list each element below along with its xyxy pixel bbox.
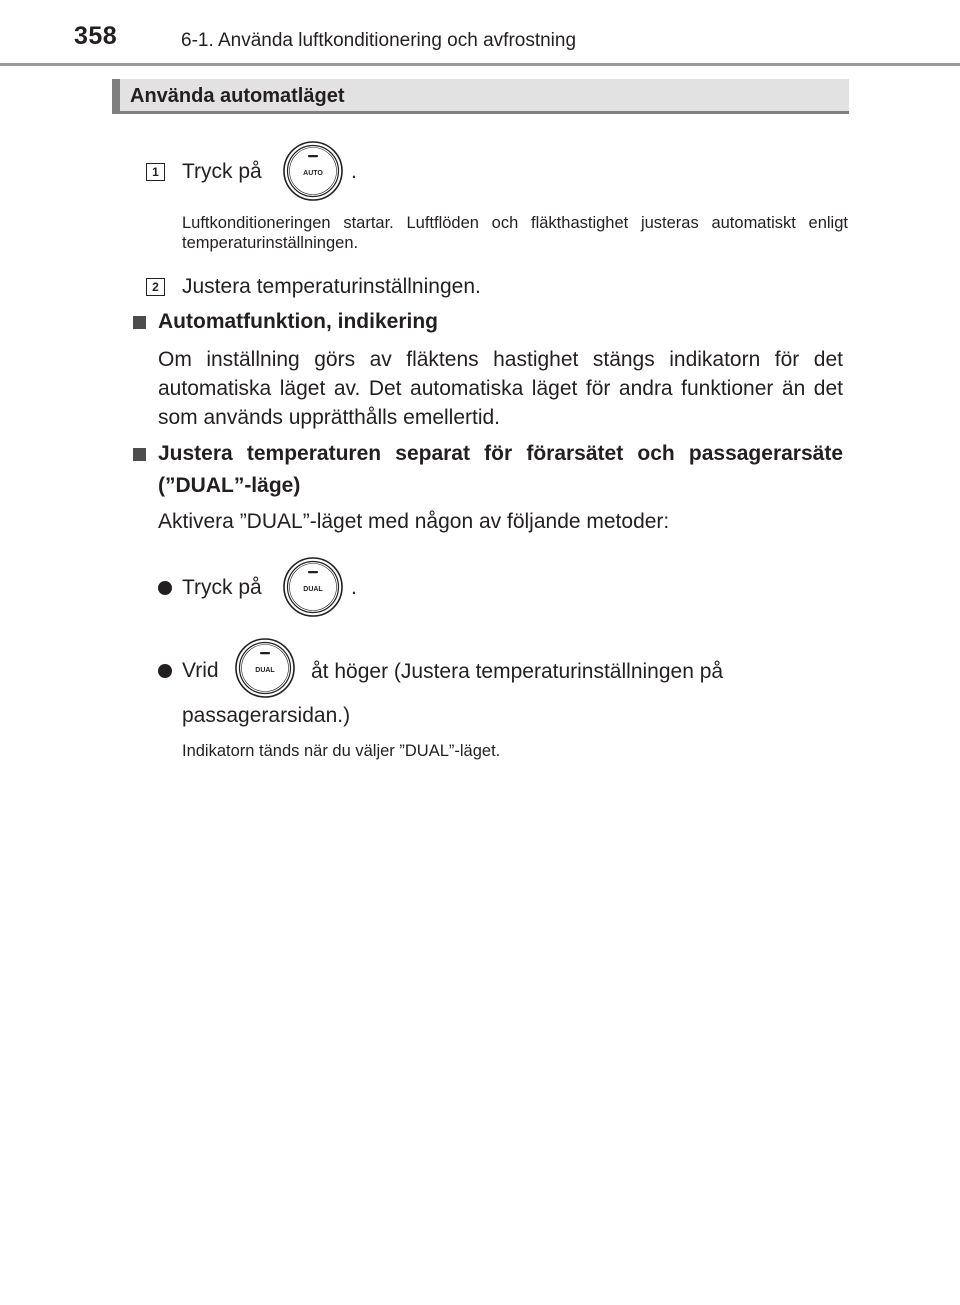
dual-bullet-1-text: Tryck på [182, 576, 262, 599]
subsection-heading-auto-indication: Automatfunktion, indikering [158, 310, 438, 333]
dual-button-label: DUAL [303, 586, 323, 593]
step-number-1: 1 [146, 163, 165, 181]
section-heading-box [112, 79, 849, 114]
step-number-2: 2 [146, 278, 165, 296]
dual-note: Indikatorn tänds när du väljer ”DUAL”-läget. [182, 742, 501, 760]
round-bullet-icon [158, 581, 172, 595]
step-2-text: Justera temperaturinställningen. [182, 275, 481, 298]
square-bullet-icon [133, 448, 146, 461]
subsection-body-auto-indication: Om inställning görs av fläktens hastighet stängs indikatorn för det automatiska läget av. Det automatiska läget för andra funktioner än det som används upprätthålls emellertid. [158, 348, 843, 429]
section-title: Använda automatläget [130, 85, 345, 107]
subsection-body-dual-mode: Aktivera ”DUAL”-läget med någon av följande metoder: [158, 510, 670, 533]
step-1-period: . [351, 160, 357, 183]
header-divider [0, 63, 960, 66]
dual-bullet-2-tail: åt höger (Justera temperaturinställningen på passagerarsidan.) [182, 660, 724, 727]
section-heading-bar [112, 79, 120, 111]
dual-bullet-2-text: Vrid [182, 659, 219, 682]
dual-bullet-2-continuation [182, 650, 846, 738]
chapter-title: 6-1. Använda luftkonditionering och avfrostning [181, 30, 577, 51]
dual-button-icon [282, 556, 344, 618]
step-1-note: Luftkonditioneringen startar. Luftflöden och fläkthastighet justeras automatiskt enligt temperaturinställningen. [182, 214, 848, 252]
auto-button-label: AUTO [303, 170, 323, 177]
page-number: 358 [74, 22, 118, 50]
dual-knob-label: DUAL [255, 667, 275, 674]
round-bullet-icon [158, 664, 172, 678]
auto-button-icon [282, 140, 344, 202]
dual-bullet-1-period: . [351, 576, 357, 599]
step-1-text: Tryck på [182, 160, 262, 183]
subsection-heading-dual-mode: Justera temperaturen separat för förarsätet och passagerarsäte (”DUAL”-läge) [158, 442, 843, 497]
square-bullet-icon [133, 316, 146, 329]
